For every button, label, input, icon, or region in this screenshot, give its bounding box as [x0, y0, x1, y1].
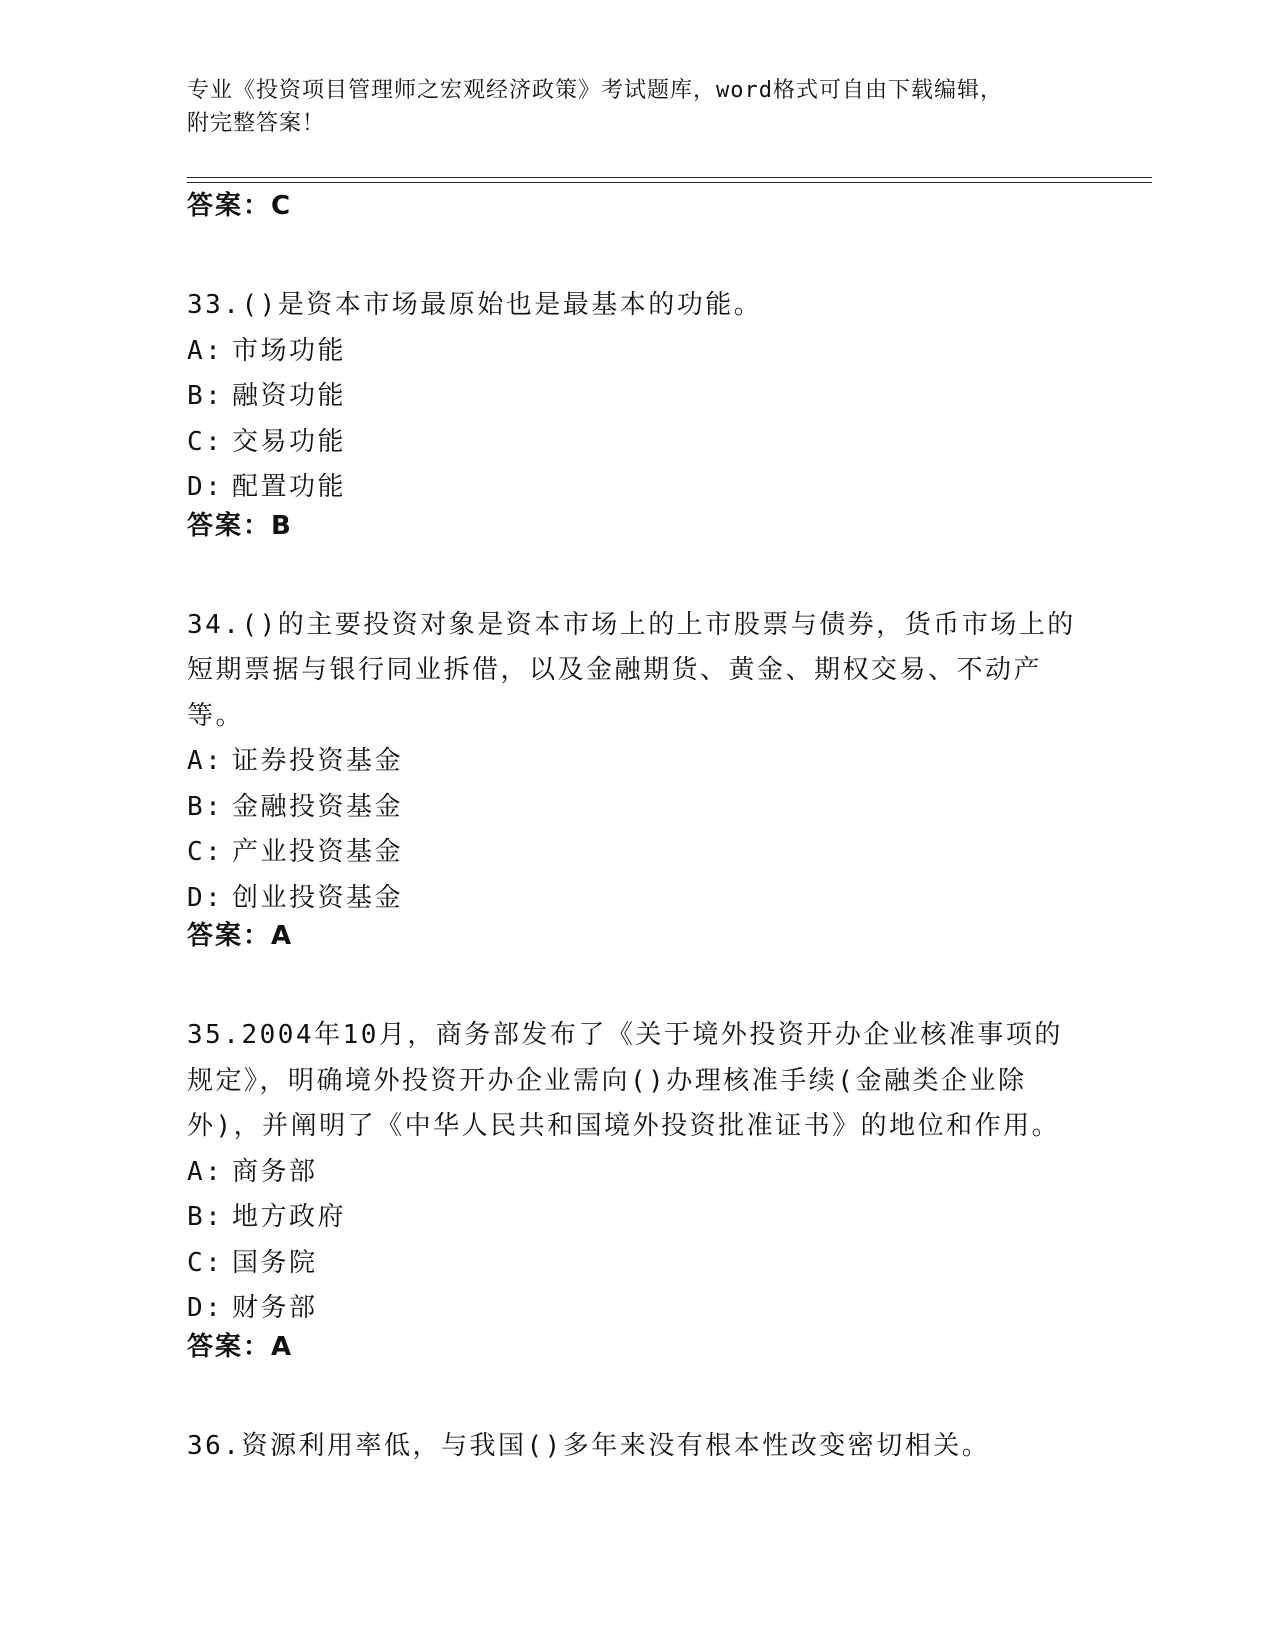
question-36: [187, 1424, 1087, 1470]
option-letter: C:: [187, 1247, 224, 1278]
option-letter: C:: [187, 837, 224, 867]
option-letter: A:: [187, 1156, 224, 1187]
document-header: [187, 74, 1067, 140]
option-text: 创业投资基金: [232, 882, 404, 913]
option-text: 财务部: [232, 1293, 318, 1323]
option-a: [187, 1150, 1087, 1196]
answer-label: 答案：A: [187, 1331, 294, 1362]
option-c: [187, 830, 1087, 876]
option-text: 配置功能: [232, 472, 347, 502]
option-text: 融资功能: [232, 381, 347, 411]
header-divider-top: [187, 177, 1152, 178]
answer-label: 答案：A: [187, 921, 294, 951]
option-text: 证券投资基金: [232, 746, 404, 776]
option-b: [187, 785, 1087, 831]
option-letter: A:: [187, 746, 224, 776]
option-b: [187, 1195, 1087, 1241]
option-text: 交易功能: [232, 426, 347, 457]
option-b: [187, 374, 1087, 420]
option-letter: C:: [187, 426, 224, 457]
option-d: [187, 465, 1087, 511]
option-letter: D:: [187, 882, 224, 913]
question-text: 36.资源利用率低，与我国()多年来没有根本性改变密切相关。: [187, 1430, 991, 1461]
option-letter: B:: [187, 791, 224, 822]
option-text: 商务部: [232, 1156, 318, 1187]
option-letter: D:: [187, 1293, 224, 1323]
option-d: [187, 876, 1087, 922]
option-c: [187, 420, 1087, 466]
question-33: [187, 283, 1087, 556]
header-divider-bottom: [187, 182, 1152, 183]
option-text: 市场功能: [232, 335, 347, 366]
option-letter: A:: [187, 335, 224, 366]
answer-label: 答案：C: [187, 191, 293, 221]
option-text: 金融投资基金: [232, 791, 404, 822]
header-line-2: 附完整答案！: [187, 111, 326, 136]
option-a: [187, 329, 1087, 375]
question-text: 34.()的主要投资对象是资本市场上的上市股票与债券，货币市场上的短期票据与银行同业拆借，以及金融期货、黄金、期权交易、不动产等。: [187, 609, 1076, 731]
answer-label: 答案：B: [187, 510, 293, 541]
option-letter: B:: [187, 381, 224, 411]
option-c: [187, 1241, 1087, 1287]
header-line-1: 专业《投资项目管理师之宏观经济政策》考试题库，word格式可自由下载编辑，: [187, 78, 1003, 103]
question-list: [187, 191, 1087, 1469]
question-35: [187, 1013, 1087, 1377]
option-letter: D:: [187, 472, 224, 502]
option-a: [187, 739, 1087, 785]
question-text: 35.2004年10月，商务部发布了《关于境外投资开办企业核准事项的规定》，明确境外投资开办企业需向()办理核准手续(金融类企业除外)，并阐明了《中华人民共和国境外投资批准证书》的地位和作用。: [187, 1020, 1063, 1141]
option-d: [187, 1286, 1087, 1332]
option-text: 国务院: [232, 1247, 318, 1278]
option-text: 地方政府: [232, 1202, 347, 1232]
question-34: [187, 603, 1087, 967]
question-text: 33.()是资本市场最原始也是最基本的功能。: [187, 290, 763, 320]
option-text: 产业投资基金: [232, 837, 404, 867]
option-letter: B:: [187, 1202, 224, 1232]
